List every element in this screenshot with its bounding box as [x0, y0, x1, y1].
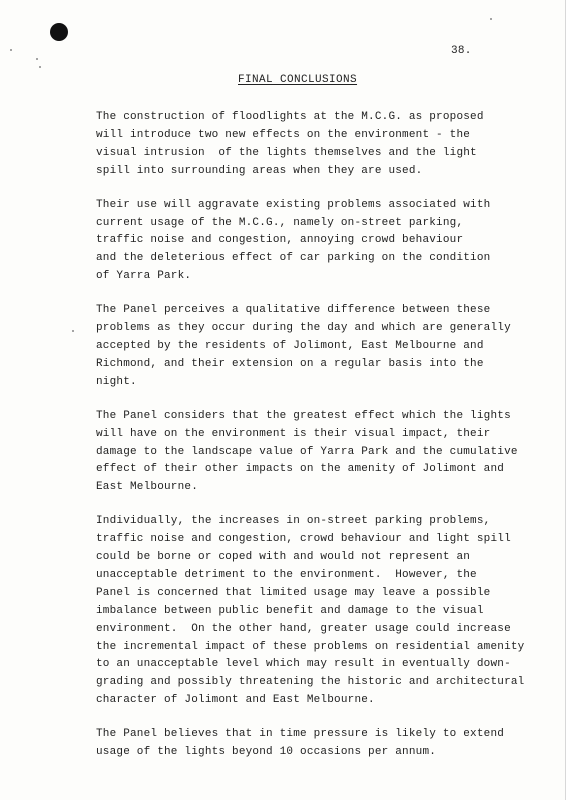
text-line: traffic noise and congestion, annoying crowd behaviour — [96, 234, 464, 247]
text-line: Richmond, and their extension on a regular basis into the — [96, 357, 484, 370]
text-line: will have on the environment is their visual impact, their — [96, 427, 491, 440]
text-line: character of Jolimont and East Melbourne. — [96, 694, 375, 707]
text-line: to an unacceptable level which may result in eventually down- — [96, 658, 511, 671]
page-number: 38. — [451, 45, 472, 57]
text-line: Panel is concerned that limited usage may leave a possible — [96, 586, 491, 599]
paragraph — [96, 197, 536, 287]
text-line: The Panel believes that in time pressure is likely to extend — [96, 728, 505, 741]
text-line: current usage of the M.C.G., namely on-street parking, — [96, 216, 464, 229]
text-line: could be borne or coped with and would not represent an — [96, 551, 471, 564]
text-line: of Yarra Park. — [96, 270, 192, 283]
text-line: night. — [96, 375, 137, 388]
scan-speck — [72, 330, 74, 332]
text-line: The construction of floodlights at the M.C.G. as proposed — [96, 111, 484, 123]
paragraph — [96, 726, 536, 762]
section-heading: FINAL CONCLUSIONS — [238, 74, 358, 86]
text-line: traffic noise and congestion, crowd behaviour and light spill — [96, 533, 511, 546]
paragraph — [96, 302, 536, 392]
paragraph — [96, 513, 536, 710]
scan-speck — [39, 66, 41, 68]
scan-speck — [490, 18, 492, 20]
text-line: Individually, the increases in on-street parking problems, — [96, 515, 491, 528]
text-line: imbalance between public benefit and damage to the visual — [96, 604, 484, 617]
text-line: spill into surrounding areas when they are used. — [96, 164, 423, 177]
text-line: grading and possibly threatening the historic and architectural — [96, 676, 525, 689]
scan-speck — [10, 49, 12, 51]
scan-speck — [36, 58, 38, 60]
text-line: effect of their other impacts on the amenity of Jolimont and — [96, 463, 505, 476]
text-line: usage of the lights beyond 10 occasions per annum. — [96, 746, 437, 759]
text-line: Their use will aggravate existing problems associated with — [96, 198, 491, 211]
text-line: environment. On the other hand, greater usage could increase — [96, 622, 511, 635]
punch-hole-mark — [50, 23, 68, 41]
text-line: damage to the landscape value of Yarra Park and the cumulative — [96, 445, 518, 458]
text-line: unacceptable detriment to the environment. However, the — [96, 568, 477, 581]
text-line: The Panel perceives a qualitative difference between these — [96, 304, 491, 317]
text-line: and the deleterious effect of car parking on the condition — [96, 252, 491, 265]
text-line: the incremental impact of these problems on residential amenity — [96, 640, 525, 653]
body-text — [96, 109, 536, 778]
text-line: accepted by the residents of Jolimont, East Melbourne and — [96, 339, 484, 352]
paragraph — [96, 408, 536, 498]
text-line: will introduce two new effects on the environment - the — [96, 128, 471, 141]
text-line: East Melbourne. — [96, 481, 199, 494]
text-line: The Panel considers that the greatest effect which the lights — [96, 409, 511, 422]
text-line: problems as they occur during the day and which are generally — [96, 322, 511, 335]
paragraph — [96, 109, 536, 181]
text-line: visual intrusion of the lights themselves and the light — [96, 146, 477, 159]
